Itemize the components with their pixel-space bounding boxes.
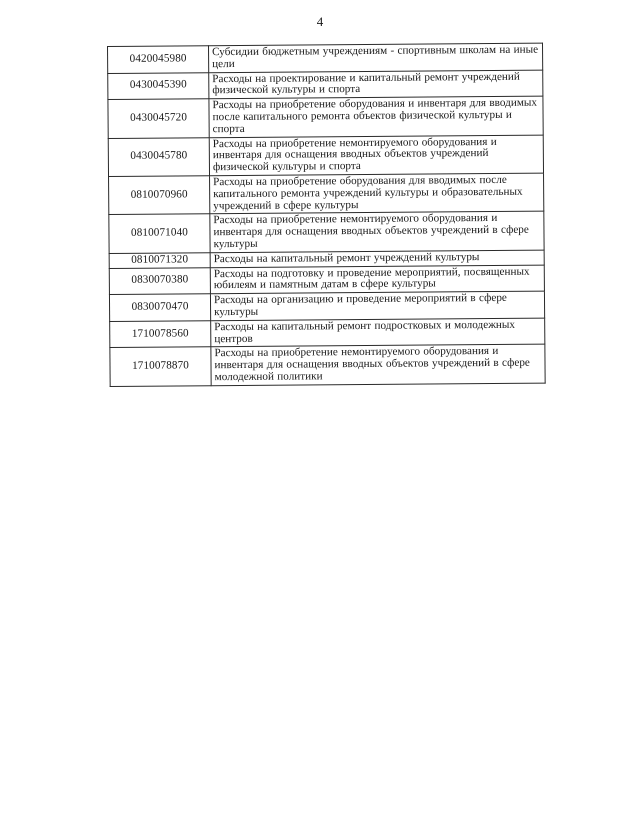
- row-code: 0430045390: [108, 72, 209, 99]
- row-description: [210, 291, 544, 320]
- table-row: [109, 173, 544, 215]
- table-row: [109, 211, 544, 253]
- table-row: [108, 70, 543, 100]
- row-description-text: Расходы на организацию и проведение мероприятий в сфере культуры: [213, 292, 507, 319]
- row-description: [210, 173, 544, 214]
- row-description-text: Расходы на капитальный ремонт подростковых и молодежных центров: [214, 318, 516, 345]
- row-code: 0810071320: [109, 252, 210, 268]
- row-description: [210, 265, 544, 294]
- row-description-text: Расходы на приобретение немонтируемого оборудования и инвентаря для оснащения вводных объектов учреждений в сфере молодежной политики: [214, 345, 530, 384]
- table-row: [109, 291, 544, 321]
- page-number: 4: [316, 14, 324, 29]
- row-code: 0430045720: [108, 99, 209, 138]
- expense-codes-table: [107, 43, 546, 387]
- row-description-text: Расходы на проектирование и капитальный ремонт учреждений физической культуры и спорта: [212, 70, 520, 97]
- row-description: [209, 96, 543, 137]
- row-description-text: Расходы на приобретение немонтируемого оборудования и инвентаря для оснащения вводных объектов учреждений в сфере культуры: [213, 212, 529, 251]
- row-description-text: Расходы на капитальный ремонт учреждений культуры: [213, 250, 480, 265]
- row-code: 1710078560: [110, 320, 211, 347]
- row-description: [210, 211, 544, 252]
- row-description-text: Расходы на приобретение оборудования для вводимых после капитального ремонта учреждений культуры и образовательных учреждений в сфере культуры: [213, 173, 523, 212]
- row-description: [209, 70, 543, 99]
- row-code: 0830070380: [109, 267, 210, 294]
- row-code: 0420045980: [108, 46, 209, 73]
- row-description-text: Расходы на приобретение оборудования и инвентаря для вводимых после капитального ремонта объектов физической культуры и спорта: [212, 96, 538, 135]
- table-row: [110, 318, 545, 348]
- table-row: [110, 344, 545, 386]
- row-code: 1710078870: [110, 347, 211, 386]
- row-description: [211, 318, 545, 347]
- row-description-text: Расходы на подготовку и проведение мероприятий, посвященных юбилеям и памятным датам в сфере культуры: [213, 265, 530, 292]
- row-code: 0830070470: [109, 294, 210, 321]
- row-description-text: Субсидии бюджетным учреждениям - спортивным школам на иные цели: [212, 43, 539, 70]
- row-code: 0810071040: [109, 214, 210, 253]
- row-description-text: Расходы на приобретение немонтируемого оборудования и инвентаря для оснащения вводных объектов учреждений физической культуры и спорта: [212, 135, 497, 174]
- row-code: 0430045780: [108, 137, 209, 176]
- table-row: [108, 96, 543, 138]
- table-row: [108, 43, 543, 73]
- table-row: [108, 135, 543, 177]
- table-row: [109, 265, 544, 295]
- row-description: [209, 135, 543, 176]
- row-code: 0810070960: [109, 176, 210, 215]
- row-description: [209, 43, 543, 72]
- row-description: [211, 344, 545, 385]
